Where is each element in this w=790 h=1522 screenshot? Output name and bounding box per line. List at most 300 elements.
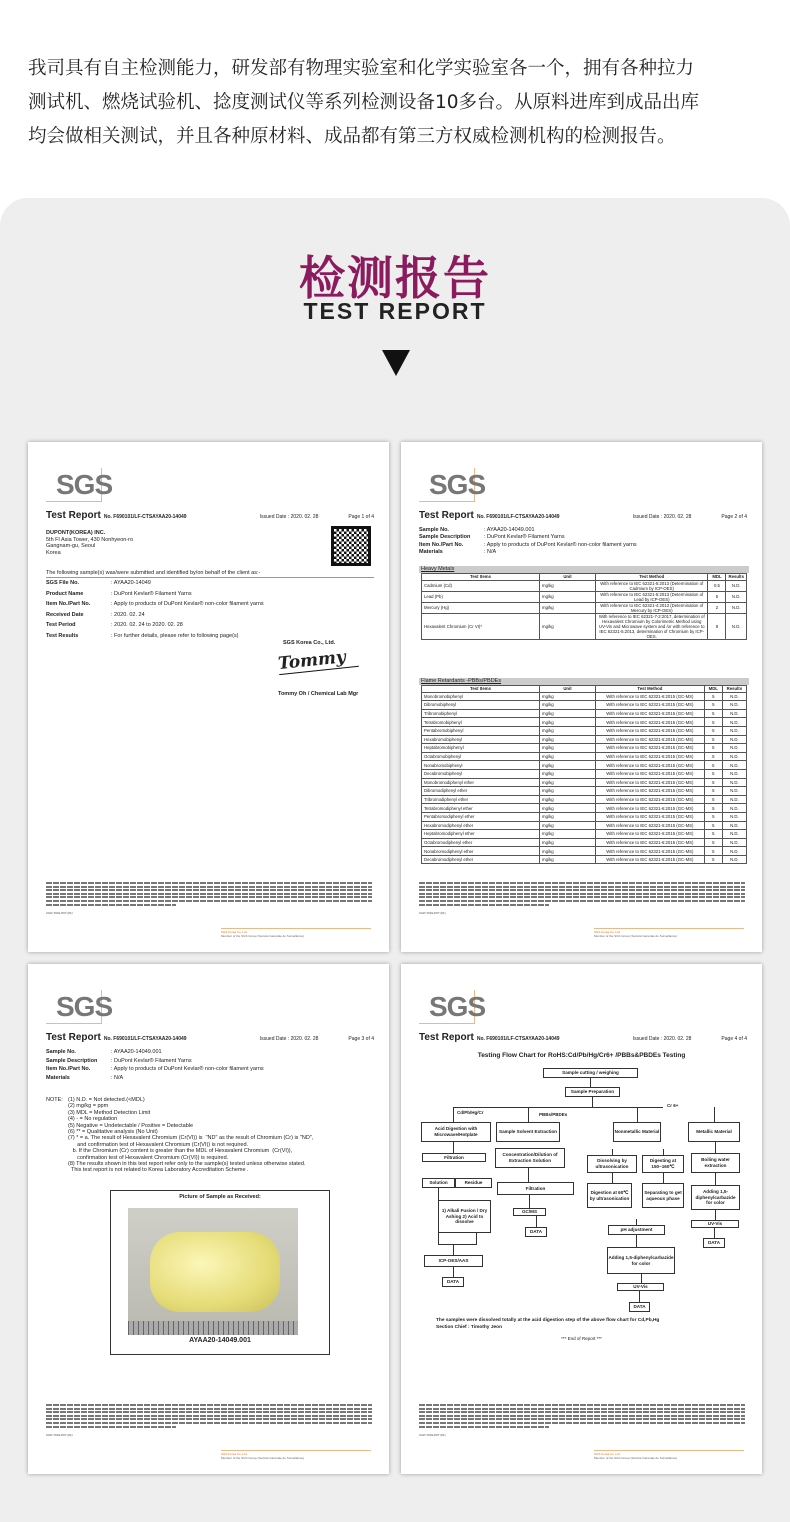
disclaimer-line	[46, 1404, 372, 1406]
table-cell: Cadmium (Cd)	[422, 580, 540, 591]
info-row	[46, 589, 376, 600]
note-line: (5) Negative = Undetectable / Positive = Detectable	[68, 1122, 194, 1129]
footer-org: SGS Korea Co.,Ltd.	[221, 930, 248, 934]
info-label: Product Name	[46, 590, 84, 597]
table-cell: mg/kg	[540, 847, 596, 856]
issued-date: Issued Date : 2020. 02. 28	[259, 1036, 319, 1042]
issued-date: Issued Date : 2020. 02. 28	[259, 514, 319, 520]
disclaimer-line	[46, 900, 372, 902]
report-title: Test Report	[419, 1032, 474, 1043]
table-cell: Octabromodiphenyl ether	[422, 838, 540, 847]
results-table	[421, 685, 747, 864]
table-cell: N.D.	[722, 744, 746, 753]
table-cell: N.D.	[722, 830, 746, 839]
table-cell: mg/kg	[540, 580, 596, 591]
flow-box: UV-Vis	[617, 1283, 664, 1291]
flow-box: DATA	[525, 1227, 547, 1237]
note-line: (6) ** = Qualitative analysis (No Unit)	[68, 1129, 158, 1136]
form-number: CGP-7001-P07 (01)	[419, 910, 446, 915]
signature-text: Tommy	[277, 647, 347, 675]
table-cell: 5	[704, 795, 722, 804]
table-cell: mg/kg	[540, 752, 596, 761]
table-cell: Hexabromodiphenyl ether	[422, 821, 540, 830]
table-cell: With reference to IEC 62321-6:2015 (GC-MS)	[596, 769, 705, 778]
ruler	[128, 1321, 298, 1335]
flow-box: Adding 1,5-diphenylcarbazide for color	[691, 1185, 740, 1210]
column-header: Test Items	[422, 574, 540, 581]
table-cell: mg/kg	[540, 830, 596, 839]
table-cell: Tetrabromobiphenyl	[422, 718, 540, 727]
flow-connector	[528, 1107, 529, 1122]
page-number: Page 3 of 4	[348, 1036, 374, 1042]
disclaimer-line	[46, 1426, 176, 1428]
yarn-spool	[150, 1232, 280, 1312]
footer-address	[221, 928, 371, 938]
table-row	[422, 761, 747, 770]
info-value: : Apply to products of DuPont Kevlar® non-color filament yarns	[111, 601, 264, 608]
table-cell: mg/kg	[540, 701, 596, 710]
company-name: SGS Korea Co., Ltd.	[283, 640, 336, 646]
disclaimer-line	[419, 1408, 745, 1410]
table-cell: 5	[704, 769, 722, 778]
table-cell: With reference to IEC 62321-6:2015 (GC-MS)	[596, 787, 705, 796]
table-cell: Tribromodiphenyl ether	[422, 795, 540, 804]
form-number: CGP-7001-P07 (01)	[46, 1432, 73, 1437]
end-of-report: *** End of Report ***	[561, 1336, 602, 1341]
info-row	[419, 534, 749, 542]
disclaimer-line	[419, 1426, 549, 1428]
sgs-logo: SGS	[46, 468, 102, 502]
info-row	[46, 1074, 376, 1083]
disclaimer-line	[46, 1415, 372, 1417]
flow-box: Digesting at 150~160℃	[642, 1155, 684, 1173]
report-page-1	[28, 442, 389, 952]
table-cell: mg/kg	[540, 744, 596, 753]
section-chief: Section Chief : Timothy Jeon	[436, 1325, 503, 1330]
column-header: MDL	[708, 574, 726, 581]
table-row	[422, 692, 747, 701]
flow-chart-title: Testing Flow Chart for RoHS:Cd/Pb/Hg/Cr6+ /PBBs&PBDEs Testing	[477, 1052, 686, 1059]
table-cell: N.D.	[722, 787, 746, 796]
table-cell: N.D.	[722, 709, 746, 718]
info-label: SGS File No.	[46, 580, 80, 587]
table-cell: 5	[704, 787, 722, 796]
flow-connector	[639, 1291, 640, 1302]
table-cell: 5	[704, 804, 722, 813]
report-header	[46, 510, 374, 521]
table-cell: Tribromobiphenyl	[422, 709, 540, 718]
column-header: MDL	[704, 686, 722, 693]
table-cell: With reference to IEC 62321-6:2015 (GC-MS)	[596, 838, 705, 847]
form-number: CGP-7001-P07 (01)	[419, 1432, 446, 1437]
flow-connector	[453, 1107, 663, 1108]
info-value: : Apply to products of DuPont Kevlar® non-color filament yarns	[111, 1066, 264, 1073]
table-cell: With reference to IEC 62321-7-2:2017, determination of Hexavalent Chromium by Colorimetric Method using UV-Vis and Microwave system and /or with reference to IEC 62321-5:2013, determination of Chromium by ICP-OES.	[596, 613, 708, 639]
info-label: Test Results	[46, 632, 79, 639]
flow-connector	[636, 1235, 637, 1247]
info-row	[46, 599, 376, 610]
branch-label: Cr 6+	[667, 1103, 679, 1108]
info-label: Sample No.	[419, 526, 449, 533]
disclaimer-line	[419, 896, 745, 898]
table-row	[422, 821, 747, 830]
report-header	[419, 1032, 747, 1043]
table-cell: Octabromobiphenyl	[422, 752, 540, 761]
flow-connector	[590, 1078, 591, 1087]
info-row	[46, 1065, 376, 1074]
note-line: b. If the Chromium (Cr) content is greater than the MDL of Hexavalent Chromium (Cr(VI)),	[68, 1148, 293, 1155]
info-label: Received Date	[46, 611, 84, 618]
disclaimer-line	[46, 889, 372, 891]
table-row	[422, 744, 747, 753]
flow-connector	[715, 1173, 716, 1185]
table-row	[422, 718, 747, 727]
info-label: Sample Description	[46, 1057, 98, 1064]
intro-line: 均会做相关测试，并且各种原材料、成品都有第三方权威检测机构的检测报告。	[28, 126, 676, 147]
table-row	[422, 709, 747, 718]
column-header: Results	[722, 686, 746, 693]
table-cell: mg/kg	[540, 726, 596, 735]
issued-date: Issued Date : 2020. 02. 28	[632, 1036, 692, 1042]
info-label: Item No./Part No.	[419, 541, 464, 548]
info-label: Sample Description	[419, 534, 471, 541]
flow-connector	[536, 1216, 537, 1227]
info-value: : DuPont Kevlar® Filament Yarns	[111, 590, 192, 597]
flow-box: Filtration	[422, 1153, 486, 1162]
info-value: : DuPont Kevlar® Filament Yarns	[111, 1057, 192, 1064]
flow-box: UV-Vis	[691, 1220, 739, 1228]
info-row	[419, 541, 749, 549]
legal-disclaimer	[46, 882, 372, 915]
table-cell: mg/kg	[540, 821, 596, 830]
table-cell: N.D.	[722, 701, 746, 710]
table-cell: N.D.	[722, 769, 746, 778]
table-cell: mg/kg	[540, 709, 596, 718]
table-cell: With reference to IEC 62321-6:2015 (GC-MS)	[596, 847, 705, 856]
member-text: Member of the SGS Group (Société Générale de Surveillance)	[594, 934, 678, 938]
table-cell: With reference to IEC 62321-6:2015 (GC-MS)	[596, 735, 705, 744]
notes	[68, 1097, 313, 1174]
flow-box: Sample Solvent Extraction	[496, 1122, 560, 1142]
table-cell: 5	[704, 752, 722, 761]
legal-disclaimer	[419, 882, 745, 915]
table-cell: mg/kg	[540, 804, 596, 813]
table-cell: mg/kg	[540, 735, 596, 744]
table-cell: With reference to IEC 62321-6:2015 (GC-MS)	[596, 795, 705, 804]
info-row	[419, 549, 749, 557]
disclaimer-line	[419, 1418, 745, 1420]
flow-box: Sample Preparation	[565, 1087, 620, 1097]
table-cell: mg/kg	[540, 692, 596, 701]
member-text: Member of the SGS Group (Société Générale de Surveillance)	[221, 1456, 305, 1460]
column-header: Test Method	[596, 574, 708, 581]
table-row	[422, 602, 747, 613]
disclaimer-line	[419, 893, 745, 895]
sgs-logo: SGS	[46, 990, 102, 1024]
member-text: Member of the SGS Group (Société Générale de Surveillance)	[594, 1456, 678, 1460]
heavy-metals-heading: Heavy Metals	[419, 566, 749, 573]
report-number: No. F690101/LF-CTSAYAA20-14049	[103, 1036, 187, 1042]
table-cell: mg/kg	[540, 718, 596, 727]
table-cell: N.D.	[722, 718, 746, 727]
table-cell: mg/kg	[540, 812, 596, 821]
table-cell: N.D.	[726, 580, 747, 591]
info-value: : N/A	[111, 1074, 124, 1081]
flow-box: Acid Digestion with Microwave/Hotplate	[421, 1122, 491, 1142]
report-title: Test Report	[46, 510, 101, 521]
table-cell: 5	[708, 591, 726, 602]
flow-connector	[453, 1142, 454, 1153]
sample-info	[46, 578, 376, 641]
table-row	[422, 769, 747, 778]
flow-connector	[714, 1228, 715, 1238]
disclaimer-line	[46, 1411, 372, 1413]
table-row	[422, 613, 747, 639]
table-row	[422, 847, 747, 856]
disclaimer-line	[419, 1415, 745, 1417]
table-cell: With reference to IEC 62321-6:2015 (GC-MS)	[596, 709, 705, 718]
info-value: : AYAA20-14049.001	[111, 1049, 162, 1056]
flow-box: Metallic Material	[688, 1122, 740, 1142]
table-cell: mg/kg	[540, 613, 596, 639]
report-number: No. F690101/LF-CTSAYAA20-14049	[476, 514, 560, 520]
disclaimer-line	[419, 1422, 745, 1424]
table-row	[422, 701, 747, 710]
table-cell: N.D.	[726, 613, 747, 639]
note-line: and confirmation test of Hexavalent Chromium (Cr(VI)) is not required.	[68, 1141, 249, 1148]
table-cell: With reference to IEC 62321-6:2015 (GC-MS)	[596, 804, 705, 813]
intro-line: 我司具有自主检测能力，研发部有物理实验室和化学实验室各一个，拥有各种拉力	[28, 58, 695, 79]
note-line: confirmation test of Hexavalent Chromium (Cr(VI)) is required.	[68, 1154, 229, 1161]
flow-connector	[641, 1274, 642, 1283]
table-cell: With reference to IEC 62321-6:2015 (GC-MS)	[596, 830, 705, 839]
table-cell: With reference to IEC 62321-6:2015 (GC-MS)	[596, 701, 705, 710]
table-cell: With reference to IEC 62321-5:2013 (Determination of Cadmium by ICP-OES)	[596, 580, 708, 591]
table-cell: With reference to IEC 62321-6:2015 (GC-MS)	[596, 778, 705, 787]
table-row	[422, 787, 747, 796]
note-line: (8) The results shown in this test report refer only to the sample(s) tested unless otherwise stated.	[68, 1161, 306, 1168]
table-cell: Heptabromobiphenyl	[422, 744, 540, 753]
disclaimer-line	[46, 904, 176, 906]
table-cell: mg/kg	[540, 591, 596, 602]
table-cell: 5	[704, 821, 722, 830]
flow-box: Separating to get aqueous phase	[642, 1183, 684, 1208]
flow-box: Nonmetallic Material	[613, 1122, 661, 1142]
flow-connector	[715, 1210, 716, 1220]
info-value: : Apply to products of DuPont Kevlar® non-color filament yarns	[484, 541, 637, 548]
table-cell: With reference to IEC 62321-4:2013 (Determination of Mercury by ICP-OES)	[596, 602, 708, 613]
issued-date: Issued Date : 2020. 02. 28	[632, 514, 692, 520]
table-cell: 5	[704, 692, 722, 701]
sgs-logo: SGS	[419, 990, 475, 1024]
client-line: Gangnam-gu, Seoul	[46, 543, 96, 549]
client-line: 5th Fl Asia Tower, 430 Nonhyeon-ro	[46, 536, 134, 543]
table-cell: 5	[704, 726, 722, 735]
legal-disclaimer	[419, 1404, 745, 1437]
sample-info	[419, 526, 749, 556]
table-cell: With reference to IEC 62321-6:2015 (GC-MS)	[596, 761, 705, 770]
table-cell: 5	[704, 761, 722, 770]
disclaimer-line	[46, 882, 372, 884]
page-number: Page 2 of 4	[721, 514, 747, 520]
disclaimer-line	[419, 1404, 745, 1406]
picture-caption: AYAA20-14049.001	[189, 1337, 251, 1344]
flow-connector	[453, 1244, 454, 1255]
member-text: Member of the SGS Group (Société Générale de Surveillance)	[221, 934, 305, 938]
flame-retardants-heading: Flame Retardants -PBBs/PBDEs	[419, 678, 749, 685]
table-cell: N.D.	[722, 855, 746, 864]
table-row	[422, 726, 747, 735]
flow-box: Dissolving by ultrasonication	[587, 1155, 637, 1173]
info-row	[46, 620, 376, 631]
client-line: DUPONT(KOREA) INC.	[46, 530, 106, 536]
table-cell: Pentabromodiphenyl ether	[422, 812, 540, 821]
picture-title: Picture of Sample as Received:	[179, 1194, 261, 1200]
table-cell: 5	[704, 830, 722, 839]
report-title: Test Report	[419, 510, 474, 521]
info-value: : For further details, please refer to following page(s)	[111, 632, 239, 639]
disclaimer-line	[419, 900, 745, 902]
report-number: No. F690101/LF-CTSAYAA20-14049	[103, 514, 187, 520]
table-cell: mg/kg	[540, 855, 596, 864]
info-label: Sample No.	[46, 1049, 76, 1056]
table-cell: With reference to IEC 62321-6:2015 (GC-MS)	[596, 726, 705, 735]
info-row	[46, 610, 376, 621]
flow-connector	[592, 1097, 593, 1107]
table-cell: N.D.	[722, 847, 746, 856]
flow-connector	[663, 1173, 664, 1183]
flow-box: DATA	[629, 1302, 650, 1312]
page-number: Page 4 of 4	[721, 1036, 747, 1042]
table-cell: Nonabromobiphenyl	[422, 761, 540, 770]
table-cell: With reference to IEC 62321-5:2013 (Determination of Lead by ICP-OES)	[596, 591, 708, 602]
table-cell: N.D.	[722, 726, 746, 735]
table-cell: N.D.	[722, 795, 746, 804]
note-label: NOTE:	[46, 1097, 63, 1103]
table-row	[422, 580, 747, 591]
table-cell: With reference to IEC 62321-6:2015 (GC-MS)	[596, 692, 705, 701]
table-cell: N.D.	[726, 591, 747, 602]
table-row	[422, 591, 747, 602]
signature	[277, 646, 359, 675]
column-header: Test Method	[596, 686, 705, 693]
note-line: (3) MDL = Method Detection Limit	[68, 1109, 151, 1116]
disclaimer-line	[419, 889, 745, 891]
info-value: : DuPont Kevlar® Filament Yarns	[484, 534, 565, 541]
table-row	[422, 855, 747, 864]
table-row	[422, 830, 747, 839]
table-cell: Nonabromodiphenyl ether	[422, 847, 540, 856]
table-cell: Heptabromodiphenyl ether	[422, 830, 540, 839]
note-line: (2) mg/kg = ppm	[68, 1103, 109, 1110]
table-cell: 5	[704, 838, 722, 847]
down-triangle-icon	[382, 350, 410, 376]
table-cell: With reference to IEC 62321-6:2015 (GC-MS)	[596, 744, 705, 753]
flow-box: Filtration	[497, 1182, 574, 1195]
section-title: 检测报告	[299, 251, 491, 305]
table-cell: 5	[704, 812, 722, 821]
flow-box: Solution	[422, 1178, 455, 1188]
disclaimer-line	[419, 886, 745, 888]
info-label: Item No./Part No.	[46, 601, 91, 608]
table-cell: mg/kg	[540, 602, 596, 613]
table-cell: mg/kg	[540, 769, 596, 778]
footer-org: SGS Korea Co.,Ltd.	[594, 1452, 621, 1456]
flow-box: Digestion at 60℃ by ultrasonication	[587, 1183, 632, 1208]
footer-org: SGS Korea Co.,Ltd.	[221, 1452, 248, 1456]
table-row	[422, 804, 747, 813]
footer-address	[221, 1450, 371, 1460]
info-row	[46, 1048, 376, 1057]
table-cell: Pentabromobiphenyl	[422, 726, 540, 735]
section-subtitle: TEST REPORT	[303, 298, 487, 324]
table-cell: mg/kg	[540, 778, 596, 787]
report-title: Test Report	[46, 1032, 101, 1043]
report-page-4	[401, 964, 762, 1474]
flow-box: GC/MS	[513, 1208, 546, 1216]
table-cell: With reference to IEC 62321-6:2015 (GC-MS)	[596, 718, 705, 727]
info-value: : 2020. 02. 24	[111, 611, 145, 618]
table-cell: mg/kg	[540, 838, 596, 847]
info-row	[46, 578, 376, 589]
table-cell: With reference to IEC 62321-6:2015 (GC-MS)	[596, 855, 705, 864]
qr-code	[331, 526, 371, 566]
table-cell: 5	[704, 709, 722, 718]
info-value: : AYAA20-14049	[111, 580, 151, 587]
table-cell: N.D.	[722, 761, 746, 770]
table-cell: mg/kg	[540, 795, 596, 804]
info-value: : 2020. 02. 24 to 2020. 02. 28	[111, 622, 183, 629]
sample-intro: The following sample(s) was/were submitted and identified by/on behalf of the client as:-	[46, 570, 374, 578]
table-cell: Lead (Pb)	[422, 591, 540, 602]
info-value: : AYAA20-14049.001	[484, 526, 535, 533]
page-number: Page 1 of 4	[348, 514, 374, 520]
table-cell: 8	[708, 613, 726, 639]
table-cell: Monobromodiphenyl ether	[422, 778, 540, 787]
flow-connector	[528, 1168, 529, 1182]
form-number: CGP-7001-P07 (01)	[46, 910, 73, 915]
column-header: Unit	[540, 574, 596, 581]
table-row	[422, 778, 747, 787]
flow-box: 1) Alkali Fusion / Dry Ashing 2) Acid to dissolve	[438, 1200, 491, 1233]
flow-box: ICP-OES/AAS	[424, 1255, 483, 1267]
info-value: : N/A	[484, 549, 497, 556]
table-cell: With reference to IEC 62321-6:2015 (GC-MS)	[596, 821, 705, 830]
flow-box: Residue	[455, 1178, 492, 1188]
table-cell: Dibromobiphenyl	[422, 701, 540, 710]
flow-box: DATA	[703, 1238, 725, 1248]
note-line: This test report is not related to Korea Laboratory Accreditation Scheme .	[68, 1167, 249, 1174]
table-cell: 5	[704, 718, 722, 727]
table-header	[422, 574, 747, 581]
client-address	[46, 530, 133, 556]
table-cell: Hexavalent Chromium (Cr VI)*	[422, 613, 540, 639]
table-cell: With reference to IEC 62321-6:2015 (GC-MS)	[596, 812, 705, 821]
legal-disclaimer	[46, 1404, 372, 1437]
disclaimer-line	[46, 893, 372, 895]
table-cell: Hexabromobiphenyl	[422, 735, 540, 744]
column-header: Results	[726, 574, 747, 581]
flow-connector	[715, 1142, 716, 1153]
flow-box: Sample cutting / weighing	[543, 1068, 638, 1078]
disclaimer-line	[46, 1422, 372, 1424]
table-cell: mg/kg	[540, 787, 596, 796]
table-cell: N.D.	[722, 735, 746, 744]
table-header	[422, 686, 747, 693]
footer-org: SGS Korea Co.,Ltd.	[594, 930, 621, 934]
signer-name: Tommy Oh / Chemical Lab Mgr	[278, 691, 359, 697]
flow-connector	[453, 1267, 454, 1277]
